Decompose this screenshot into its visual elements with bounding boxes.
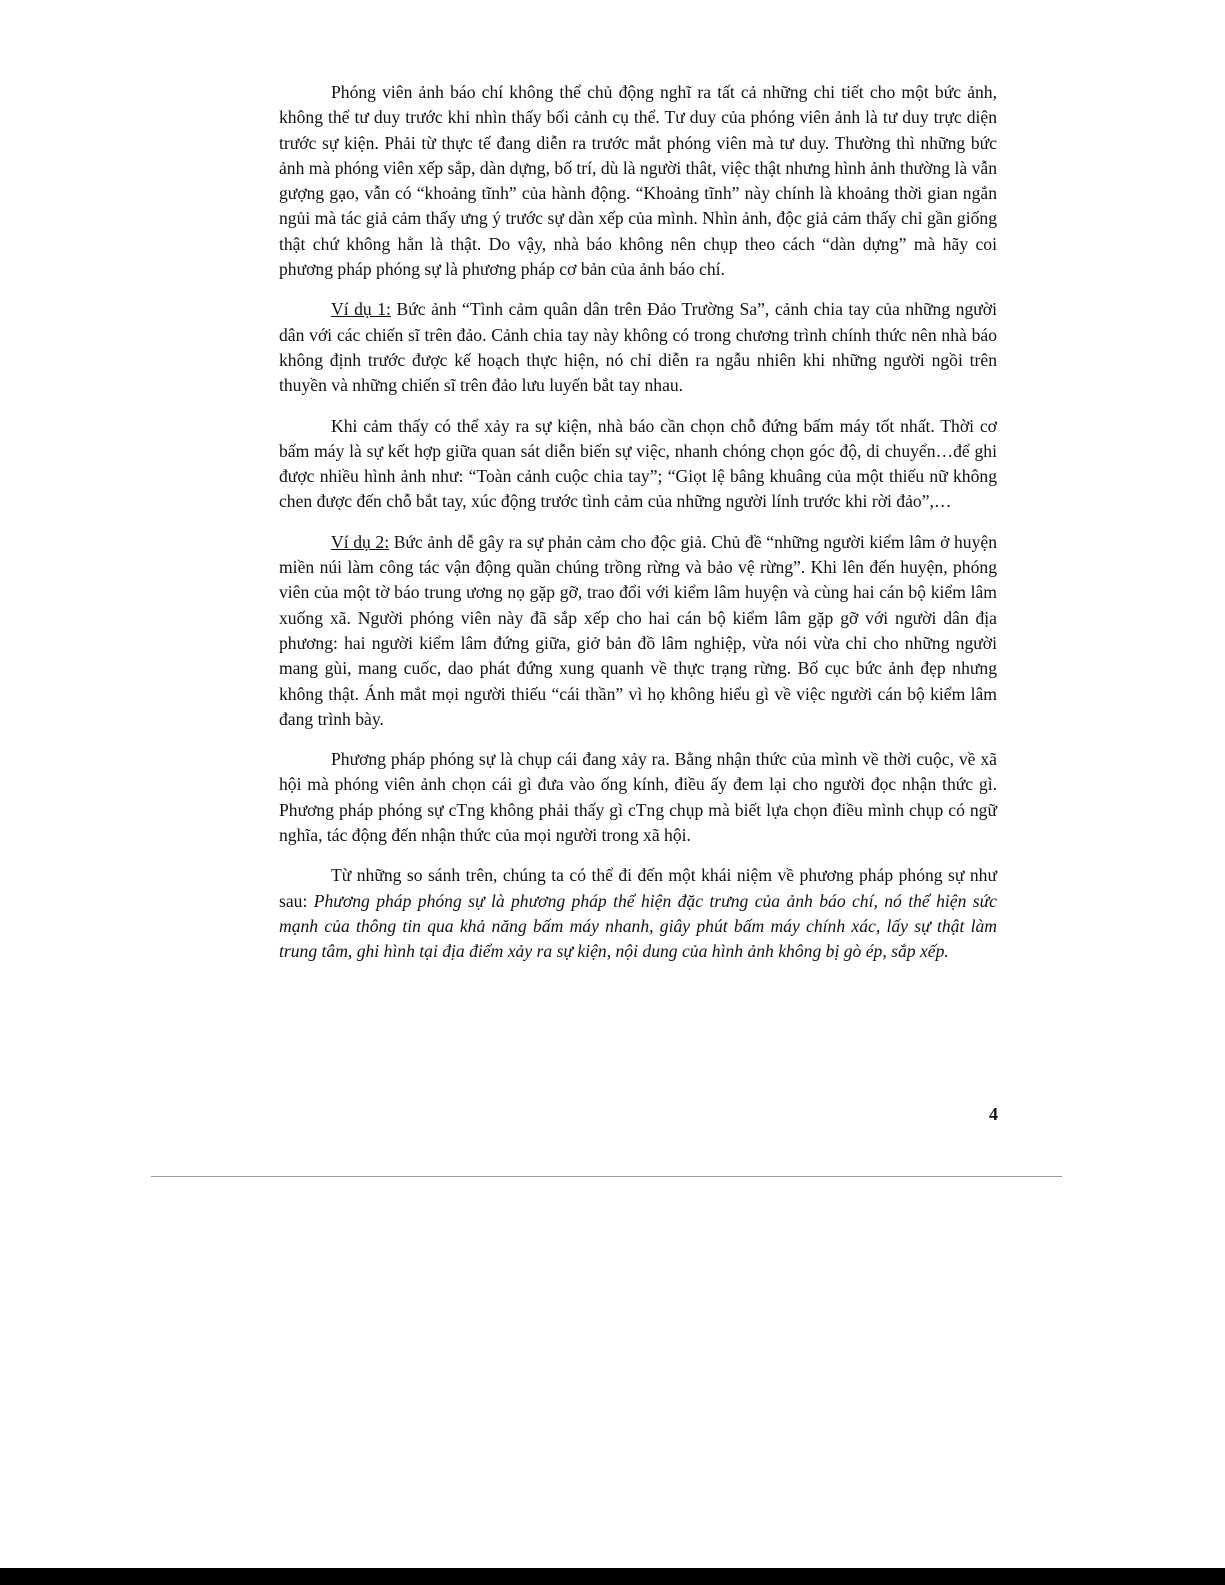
definition-text: Phương pháp phóng sự là phương pháp thể hiện đặc trưng của ảnh báo chí, nó thể hiện sức mạnh của thông tin qua khả năng bấm máy nhanh, giây phút bấm máy chính xác, lấy sự thật làm trung tâm, ghi hình tại địa điểm xảy ra sự kiện, nội dung của hình ảnh không bị gò ép, sắp xếp. (279, 890, 997, 962)
paragraph-shooting-moment (279, 414, 997, 515)
paragraph-text: Phương pháp phóng sự là chụp cái đang xảy ra. Bằng nhận thức của mình về thời cuộc, về xã hội mà phóng viên ảnh chọn cái gì đưa vào ống kính, điều ấy đem lại cho người đọc nhận thức gì. Phương pháp phóng sự cTng không phải thấy gì cTng chụp mà biết lựa chọn điều mình chụp có ngữ nghĩa, tác động đến nhận thức của mọi người trong xã hội. (279, 749, 997, 846)
document-body (279, 80, 997, 980)
paragraph-text: Bức ảnh “Tình cảm quân dân trên Đảo Trường Sa”, cảnh chia tay của những người dân với các chiến sĩ trên đảo. Cảnh chia tay này không có trong chương trình chính thức nên nhà báo không định trước được kế hoạch thực hiện, nó chỉ diễn ra ngẫu nhiên khi những người ngồi trên thuyền và những chiến sĩ trên đảo lưu luyến bắt tay nhau. (279, 299, 997, 396)
page-bottom-edge (0, 1568, 1225, 1585)
example-label: Ví dụ 2: (331, 531, 390, 552)
paragraph-text: Khi cảm thấy có thể xảy ra sự kiện, nhà báo cần chọn chỗ đứng bấm máy tốt nhất. Thời cơ bấm máy là sự kết hợp giữa quan sát diễn biến sự việc, nhanh chóng chọn góc độ, di chuyển…để ghi được nhiều hình ảnh như: “Toàn cảnh cuộc chia tay”; “Giọt lệ bâng khuâng của một thiếu nữ không chen được đến chỗ bắt tay, xúc động trước tình cảm của những người lính trước khi rời đảo”,… (279, 415, 997, 512)
paragraph-example-1 (279, 297, 997, 398)
example-label: Ví dụ 1: (331, 299, 391, 320)
paragraph-text: Phóng viên ảnh báo chí không thể chủ động nghĩ ra tất cả những chi tiết cho một bức ảnh, không thể tư duy trước khi nhìn thấy bối cảnh cụ thể. Tư duy của phóng viên ảnh là tư duy trực diện trước sự kiện. Phải từ thực tế đang diễn ra trước mắt phóng viên mà tư duy. Thường thì những bức ảnh mà phóng viên xếp sắp, dàn dựng, bố trí, dù là người thât, việc thật nhưng hình ảnh thường là vẫn gượng gạo, vẫn có “khoảng tĩnh” của hành động. “Khoảng tĩnh” này chính là khoảng thời gian ngắn ngủi mà tác giả cảm thấy ưng ý trước sự dàn xếp của mình. Nhìn ảnh, độc giả cảm thấy chỉ gần giống thật chứ không hẳn là thật. Do vậy, nhà báo không nên chụp theo cách “dàn dựng” mà hãy coi phương pháp phóng sự là phương pháp cơ bản của ảnh báo chí. (279, 82, 997, 280)
paragraph-definition (279, 863, 997, 964)
paragraph-text: Từ những so sánh trên, chúng ta có thể đi đến một khái niệm về phương pháp phóng sự như sau: (279, 865, 997, 911)
paragraph-reportage-method (279, 747, 997, 848)
page-divider (151, 1176, 1062, 1177)
paragraph-text: Bức ảnh dễ gây ra sự phản cảm cho độc giả. Chủ đề “những người kiểm lâm ở huyện miền núi làm công tác vận động quần chúng trồng rừng và bảo vệ rừng”. Khi lên đến huyện, phóng viên của một tờ báo trung ương nọ gặp gỡ, trao đổi với kiểm lâm huyện và cùng hai cán bộ kiểm lâm xuống xã. Người phóng viên này đã sắp xếp cho hai cán bộ kiểm lâm gặp gỡ với người dân địa phương: hai người kiểm lâm đứng giữa, giở bản đồ lâm nghiệp, vừa nói vừa chỉ cho những người mang gùi, mang cuốc, dao phát đứng xung quanh về thực trạng rừng. Bố cục bức ảnh đẹp nhưng không thật. Ánh mắt mọi người thiếu “cái thần” vì họ không hiểu gì về việc người cán bộ kiểm lâm đang trình bày. (279, 531, 997, 729)
paragraph-photojournalist-thinking (279, 80, 997, 282)
page-number: 4 (989, 1104, 998, 1124)
paragraph-example-2 (279, 530, 997, 732)
